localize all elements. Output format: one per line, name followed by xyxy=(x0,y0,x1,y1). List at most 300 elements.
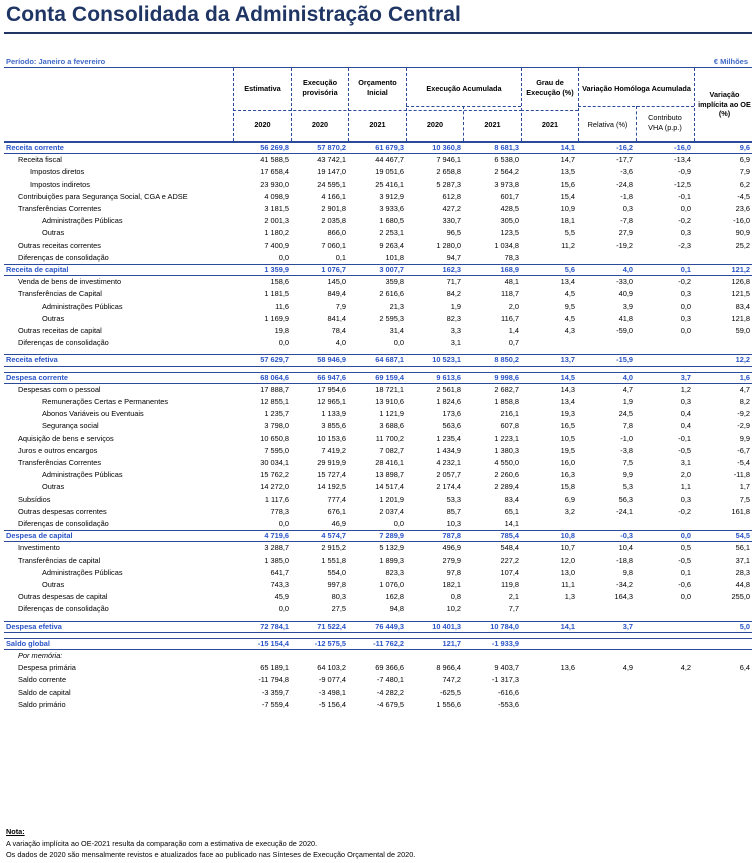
row-cell: -0,9 xyxy=(678,167,691,177)
row-cell: 123,5 xyxy=(500,228,519,238)
row-cell: 11 700,2 xyxy=(375,433,404,443)
row-cell: 15,4 xyxy=(560,191,575,201)
row-cell: -1,8 xyxy=(620,191,633,201)
row-cell: 1 235,4 xyxy=(436,433,461,443)
row-cell: 3 798,0 xyxy=(264,421,289,431)
row-cell: 41 588,5 xyxy=(260,155,289,165)
row-cell: 0,0 xyxy=(278,338,289,348)
header-variacao-implicita: Variação implícita ao OE (%) xyxy=(698,90,751,118)
row-label: Venda de bens de investimento xyxy=(18,277,122,287)
row-cell: 0,0 xyxy=(680,326,691,335)
row-cell: 9,9 xyxy=(739,433,750,443)
row-cell: 823,3 xyxy=(385,567,404,577)
row-cell: 15 727,4 xyxy=(317,470,346,480)
row-label: Despesa primária xyxy=(18,663,76,673)
row-cell: 3,7 xyxy=(680,372,691,382)
row-cell: 0,8 xyxy=(450,592,461,602)
row-cell: 1 280,0 xyxy=(436,240,461,250)
row-cell: 13,4 xyxy=(560,277,575,287)
row-cell: -1 317,3 xyxy=(491,675,519,685)
header-orcamento-inicial: Orçamento Inicial xyxy=(358,78,397,97)
table-row xyxy=(0,494,756,506)
row-cell: 8,2 xyxy=(739,397,750,406)
row-cell: 10 360,8 xyxy=(432,143,461,152)
row-label: Receita corrente xyxy=(6,143,64,152)
table-row xyxy=(0,591,756,603)
table-row xyxy=(0,603,756,615)
row-cell: 841,4 xyxy=(327,313,346,323)
row-cell: 56 269,8 xyxy=(260,143,289,152)
row-cell: 3,1 xyxy=(450,338,461,348)
row-cell: 1,7 xyxy=(739,482,750,492)
row-label: Aquisição de bens e serviços xyxy=(18,433,114,443)
row-cell: 27,5 xyxy=(331,604,346,614)
row-cell: -19,2 xyxy=(616,240,633,250)
row-cell: 1 121,9 xyxy=(379,409,404,419)
row-cell: 126,8 xyxy=(731,277,750,287)
row-cell: 24,5 xyxy=(618,409,633,419)
row-cell: 14 272,0 xyxy=(260,482,289,492)
row-label: Diferenças de consolidação xyxy=(18,252,109,262)
row-cell: 849,4 xyxy=(327,289,346,299)
row-cell: 601,7 xyxy=(500,191,519,201)
row-cell: 0,0 xyxy=(393,338,404,348)
row-cell: 997,8 xyxy=(327,580,346,589)
row-cell: 10 401,3 xyxy=(432,621,461,631)
row-label: Saldo de capital xyxy=(18,687,71,697)
row-label: Saldo primário xyxy=(18,699,66,709)
row-cell: 14,1 xyxy=(560,621,575,631)
row-cell: 30 034,1 xyxy=(260,458,289,467)
row-cell: 13,5 xyxy=(560,167,575,177)
table-row xyxy=(0,288,756,300)
row-cell: 9 263,4 xyxy=(379,240,404,250)
row-cell: 1,3 xyxy=(564,592,575,602)
row-cell: 28,3 xyxy=(735,567,750,577)
row-cell: 14,1 xyxy=(504,519,519,528)
table-row xyxy=(0,301,756,313)
row-cell: 216,1 xyxy=(500,409,519,419)
row-cell: 11,6 xyxy=(275,301,289,311)
row-cell: 15,8 xyxy=(560,482,575,492)
row-cell: -34,2 xyxy=(616,580,633,589)
table-row xyxy=(0,542,756,554)
row-cell: -0,5 xyxy=(678,555,691,565)
row-label: Outras xyxy=(42,313,65,323)
row-cell: -616,6 xyxy=(498,687,519,697)
row-cell: 17 888,7 xyxy=(260,384,289,394)
row-cell: 29 919,9 xyxy=(317,458,346,467)
row-cell: 15,6 xyxy=(560,179,575,189)
row-cell: 227,2 xyxy=(500,555,519,565)
row-cell: 161,8 xyxy=(731,506,750,516)
row-cell: -553,6 xyxy=(498,699,519,709)
row-cell: -9,2 xyxy=(737,409,750,419)
row-cell: 4,5 xyxy=(564,313,575,323)
row-cell: 13,7 xyxy=(560,355,575,365)
row-cell: 785,4 xyxy=(500,531,519,541)
row-label: Segurança social xyxy=(42,421,99,431)
table-row xyxy=(0,354,756,366)
row-cell: 0,0 xyxy=(680,592,691,602)
row-cell: 64 103,2 xyxy=(317,663,346,673)
row-cell: 173,6 xyxy=(442,409,461,419)
row-cell: 40,9 xyxy=(618,289,633,299)
row-cell: 14 192,5 xyxy=(317,482,346,492)
row-cell: 4,0 xyxy=(622,372,633,382)
row-cell: 1 824,6 xyxy=(436,397,461,406)
row-cell: 6,9 xyxy=(739,155,750,165)
row-cell: 56,3 xyxy=(618,494,633,504)
row-cell: 0,0 xyxy=(680,204,691,213)
row-cell: 0,5 xyxy=(680,543,691,553)
row-cell: 14 517,4 xyxy=(375,482,404,492)
row-cell: 1 680,5 xyxy=(379,216,404,226)
row-cell: 747,2 xyxy=(442,675,461,685)
row-cell: 58 946,9 xyxy=(317,355,346,365)
row-cell: 9,6 xyxy=(739,143,750,152)
row-cell: 0,1 xyxy=(680,567,691,577)
row-cell: 10 523,1 xyxy=(432,355,461,365)
table-row xyxy=(0,530,756,542)
row-cell: 4 550,0 xyxy=(494,458,519,467)
row-cell: 10,7 xyxy=(560,543,575,553)
row-cell: 0,4 xyxy=(680,409,691,419)
row-cell: 3 912,9 xyxy=(379,191,404,201)
row-cell: 27,9 xyxy=(618,228,633,238)
page-title: Conta Consolidada da Administração Central xyxy=(6,3,461,26)
row-cell: -16,0 xyxy=(674,143,691,152)
row-cell: 279,9 xyxy=(442,555,461,565)
row-cell: 0,4 xyxy=(680,421,691,431)
row-cell: 119,8 xyxy=(501,580,519,589)
row-cell: 4 232,1 xyxy=(436,458,461,467)
notes-title: Nota: xyxy=(6,827,25,836)
row-cell: 18,1 xyxy=(560,216,575,226)
row-cell: 16,5 xyxy=(560,421,575,431)
table-row xyxy=(0,469,756,481)
row-cell: 121,7 xyxy=(442,638,461,648)
row-cell: -17,7 xyxy=(616,155,633,165)
row-label: Administrações Públicas xyxy=(42,567,123,577)
row-cell: 12 965,1 xyxy=(317,397,346,406)
row-cell: 7 419,2 xyxy=(321,445,346,455)
row-cell: 10,3 xyxy=(446,519,461,528)
row-cell: 9,5 xyxy=(564,301,575,311)
row-cell: 7,8 xyxy=(622,421,633,431)
row-cell: 14,1 xyxy=(560,143,575,152)
table-row xyxy=(0,215,756,227)
row-cell: 4,0 xyxy=(622,265,633,274)
row-cell: 68 064,6 xyxy=(260,372,289,382)
row-cell: 14,7 xyxy=(560,155,575,165)
row-cell: 31,4 xyxy=(389,326,404,335)
row-cell: 21,3 xyxy=(389,301,404,311)
row-cell: 90,9 xyxy=(735,228,750,238)
row-cell: 28 416,1 xyxy=(375,458,404,467)
row-cell: 2 915,2 xyxy=(321,543,346,553)
row-cell: 72 784,1 xyxy=(260,621,289,631)
row-label: Saldo global xyxy=(6,638,50,648)
row-cell: 3 181,5 xyxy=(264,204,289,213)
row-cell: 778,3 xyxy=(270,506,289,516)
table-row xyxy=(0,445,756,457)
row-cell: -4 282,2 xyxy=(376,687,404,697)
row-label: Impostos diretos xyxy=(30,167,85,177)
row-cell: -16,2 xyxy=(616,143,633,152)
row-cell: 2 658,8 xyxy=(436,167,461,177)
row-cell: 0,0 xyxy=(278,604,289,614)
row-cell: 45,9 xyxy=(274,592,289,602)
header-year: 2020 xyxy=(311,120,329,129)
row-cell: 0,3 xyxy=(680,313,691,323)
row-cell: 777,4 xyxy=(327,494,346,504)
row-cell: 65,1 xyxy=(504,506,519,516)
row-cell: 2 057,7 xyxy=(436,470,461,480)
row-cell: -0,5 xyxy=(678,445,691,455)
row-cell: -6,7 xyxy=(737,445,750,455)
row-label: Administrações Públicas xyxy=(42,216,123,226)
row-label: Investimento xyxy=(18,543,60,553)
row-cell: 6,9 xyxy=(564,494,575,504)
header-estimativa: Estimativa xyxy=(244,84,281,93)
row-cell: 118,7 xyxy=(501,289,519,299)
row-cell: -1 933,9 xyxy=(491,638,519,648)
row-cell: -18,8 xyxy=(616,555,633,565)
row-label: Transferências de capital xyxy=(18,555,101,565)
row-label: Administrações Públicas xyxy=(42,470,123,480)
table-row xyxy=(0,264,756,276)
header-year: 2021 xyxy=(541,120,559,129)
row-cell: 0,7 xyxy=(508,338,519,348)
row-label: Outras despesas de capital xyxy=(18,592,108,602)
row-cell: 44 467,7 xyxy=(375,155,404,165)
row-cell: 2 174,4 xyxy=(436,482,461,492)
row-label: Por memória: xyxy=(18,651,63,660)
row-cell: 17 954,6 xyxy=(317,384,346,394)
row-cell: 1,6 xyxy=(739,372,750,382)
row-cell: 0,3 xyxy=(680,397,691,406)
row-cell: 11,2 xyxy=(561,240,575,250)
row-cell: 116,7 xyxy=(501,313,519,323)
row-cell: -0,1 xyxy=(678,191,691,201)
row-cell: 10,9 xyxy=(560,204,575,213)
row-cell: 2 260,6 xyxy=(494,470,519,480)
table-row xyxy=(0,555,756,567)
row-label: Outras despesas correntes xyxy=(18,506,107,516)
row-cell: 44,8 xyxy=(735,580,750,589)
row-cell: 10,5 xyxy=(560,433,575,443)
row-cell: -24,8 xyxy=(616,179,633,189)
row-label: Despesa de capital xyxy=(6,531,73,541)
row-cell: 6 538,0 xyxy=(494,155,519,165)
row-cell: 7,9 xyxy=(335,301,346,311)
row-cell: 0,0 xyxy=(278,519,289,528)
row-cell: 10,2 xyxy=(446,604,461,614)
row-cell: 7 595,0 xyxy=(264,445,289,455)
unit-label: € Milhões xyxy=(713,57,748,66)
row-cell: 0,0 xyxy=(393,519,404,528)
row-cell: -3 498,1 xyxy=(318,687,346,697)
row-cell: 78,4 xyxy=(331,326,346,335)
row-cell: 7,7 xyxy=(508,604,519,614)
row-cell: 23 930,0 xyxy=(260,179,289,189)
row-cell: -0,6 xyxy=(678,580,691,589)
row-cell: 84,2 xyxy=(446,289,461,299)
table-row xyxy=(0,567,756,579)
row-cell: 10 784,0 xyxy=(490,621,519,631)
row-cell: 168,9 xyxy=(500,265,519,274)
row-cell: 1 858,8 xyxy=(494,397,519,406)
row-cell: 7 060,1 xyxy=(321,240,346,250)
table-row xyxy=(0,518,756,530)
row-label: Despesas com o pessoal xyxy=(18,384,101,394)
row-cell: 3,3 xyxy=(450,326,461,335)
row-cell: -3,8 xyxy=(620,445,633,455)
table-row xyxy=(0,621,756,633)
row-cell: 0,3 xyxy=(680,228,691,238)
row-cell: 9,9 xyxy=(622,470,633,480)
row-cell: 9,8 xyxy=(622,567,633,577)
row-label: Outras xyxy=(42,580,65,589)
row-cell: 1 181,5 xyxy=(264,289,289,299)
row-cell: 57 870,2 xyxy=(317,143,346,152)
row-cell: -0,2 xyxy=(678,216,691,226)
row-cell: 607,8 xyxy=(500,421,519,431)
row-cell: -24,1 xyxy=(616,506,633,516)
row-cell: 2 253,1 xyxy=(379,228,404,238)
row-cell: 13 910,6 xyxy=(375,397,404,406)
table-row xyxy=(0,433,756,445)
row-cell: 5,6 xyxy=(564,265,575,274)
header-grau-execucao: Grau de Execução (%) xyxy=(526,78,574,97)
row-cell: 78,3 xyxy=(504,252,519,262)
row-cell: 9 403,7 xyxy=(494,663,519,673)
row-label: Transferências Correntes xyxy=(18,204,102,213)
row-cell: 59,0 xyxy=(735,326,750,335)
row-cell: 255,0 xyxy=(731,592,750,602)
row-label: Remunerações Certas e Permanentes xyxy=(42,397,169,406)
row-label: Impostos indiretos xyxy=(30,179,90,189)
row-label: Transferências de Capital xyxy=(18,289,102,299)
row-label: Contribuições para Segurança Social, CGA e ADSE xyxy=(18,191,188,201)
row-cell: -5 156,4 xyxy=(318,699,346,709)
row-cell: 6,4 xyxy=(739,663,750,673)
table-row xyxy=(0,325,756,337)
row-cell: 4,3 xyxy=(564,326,575,335)
header-relativa: Relativa (%) xyxy=(587,120,628,129)
row-cell: 3 688,6 xyxy=(379,421,404,431)
row-cell: 2,1 xyxy=(508,592,519,602)
table-row xyxy=(0,420,756,432)
row-cell: -15,9 xyxy=(616,355,633,365)
row-cell: 7 289,9 xyxy=(379,531,404,541)
table-row xyxy=(0,227,756,239)
row-cell: -16,0 xyxy=(733,216,750,226)
row-cell: 164,3 xyxy=(614,592,633,602)
row-cell: 427,2 xyxy=(442,204,461,213)
row-cell: 65 189,1 xyxy=(260,663,289,673)
table-row xyxy=(0,384,756,396)
row-cell: -3 359,7 xyxy=(261,687,289,697)
row-label: Receita de capital xyxy=(6,265,69,274)
row-cell: 101,8 xyxy=(385,252,404,262)
row-cell: 83,4 xyxy=(504,494,519,504)
row-cell: 64 687,1 xyxy=(375,355,404,365)
row-cell: 5,0 xyxy=(739,621,750,631)
row-cell: 1 434,9 xyxy=(436,445,461,455)
row-cell: 19 051,6 xyxy=(375,167,404,177)
row-label: Outras receitas de capital xyxy=(18,326,102,335)
row-cell: 7 400,9 xyxy=(264,240,289,250)
row-cell: 641,7 xyxy=(270,567,289,577)
row-cell: 69 159,4 xyxy=(375,372,404,382)
row-cell: 82,3 xyxy=(446,313,461,323)
row-cell: -9 077,4 xyxy=(318,675,346,685)
table-row xyxy=(0,457,756,469)
table-row xyxy=(0,408,756,420)
table-row xyxy=(0,372,756,384)
row-cell: 4 719,6 xyxy=(264,531,289,541)
row-cell: 121,5 xyxy=(731,289,750,299)
table-row xyxy=(0,313,756,325)
table-row xyxy=(0,579,756,591)
row-cell: 12 855,1 xyxy=(260,397,289,406)
row-cell: 10 650,8 xyxy=(260,433,289,443)
row-cell: -15 154,4 xyxy=(257,638,289,648)
row-cell: 4 574,7 xyxy=(321,531,346,541)
table-row xyxy=(0,650,756,662)
row-cell: 11,1 xyxy=(561,580,575,589)
row-cell: 359,8 xyxy=(385,277,404,287)
notes-block xyxy=(6,826,415,861)
row-cell: 2 037,4 xyxy=(379,506,404,516)
table-row xyxy=(0,337,756,349)
row-cell: 14,5 xyxy=(560,372,575,382)
row-cell: -5,4 xyxy=(737,458,750,467)
row-label: Transferências Correntes xyxy=(18,458,102,467)
row-cell: 743,3 xyxy=(270,580,289,589)
row-cell: 13 898,7 xyxy=(375,470,404,480)
row-cell: 548,4 xyxy=(500,543,519,553)
row-cell: -2,9 xyxy=(737,421,750,431)
row-cell: 3,7 xyxy=(622,621,633,631)
row-cell: 1 076,7 xyxy=(321,265,346,274)
row-cell: 41,8 xyxy=(618,313,633,323)
row-cell: 4,9 xyxy=(622,663,633,673)
row-cell: 3 288,7 xyxy=(264,543,289,553)
row-cell: 8 681,3 xyxy=(494,143,519,152)
row-label: Diferenças de consolidação xyxy=(18,604,109,614)
row-label: Diferenças de consolidação xyxy=(18,338,109,348)
row-cell: 4 098,9 xyxy=(264,191,289,201)
row-cell: 554,0 xyxy=(327,567,346,577)
row-cell: 54,5 xyxy=(735,531,750,541)
table-row xyxy=(0,506,756,518)
row-cell: 0,1 xyxy=(335,252,346,262)
row-cell: 10 153,6 xyxy=(317,433,346,443)
row-cell: 12,2 xyxy=(735,355,750,365)
row-cell: 7 082,7 xyxy=(379,445,404,455)
row-cell: 83,4 xyxy=(735,301,750,311)
row-cell: 19,8 xyxy=(274,326,289,335)
row-cell: -1,0 xyxy=(620,433,633,443)
row-label: Saldo corrente xyxy=(18,675,67,685)
row-cell: 61 679,3 xyxy=(375,143,404,152)
row-cell: 71 522,4 xyxy=(317,621,346,631)
row-cell: -4 679,5 xyxy=(376,699,404,709)
row-cell: 1 551,8 xyxy=(321,555,346,565)
